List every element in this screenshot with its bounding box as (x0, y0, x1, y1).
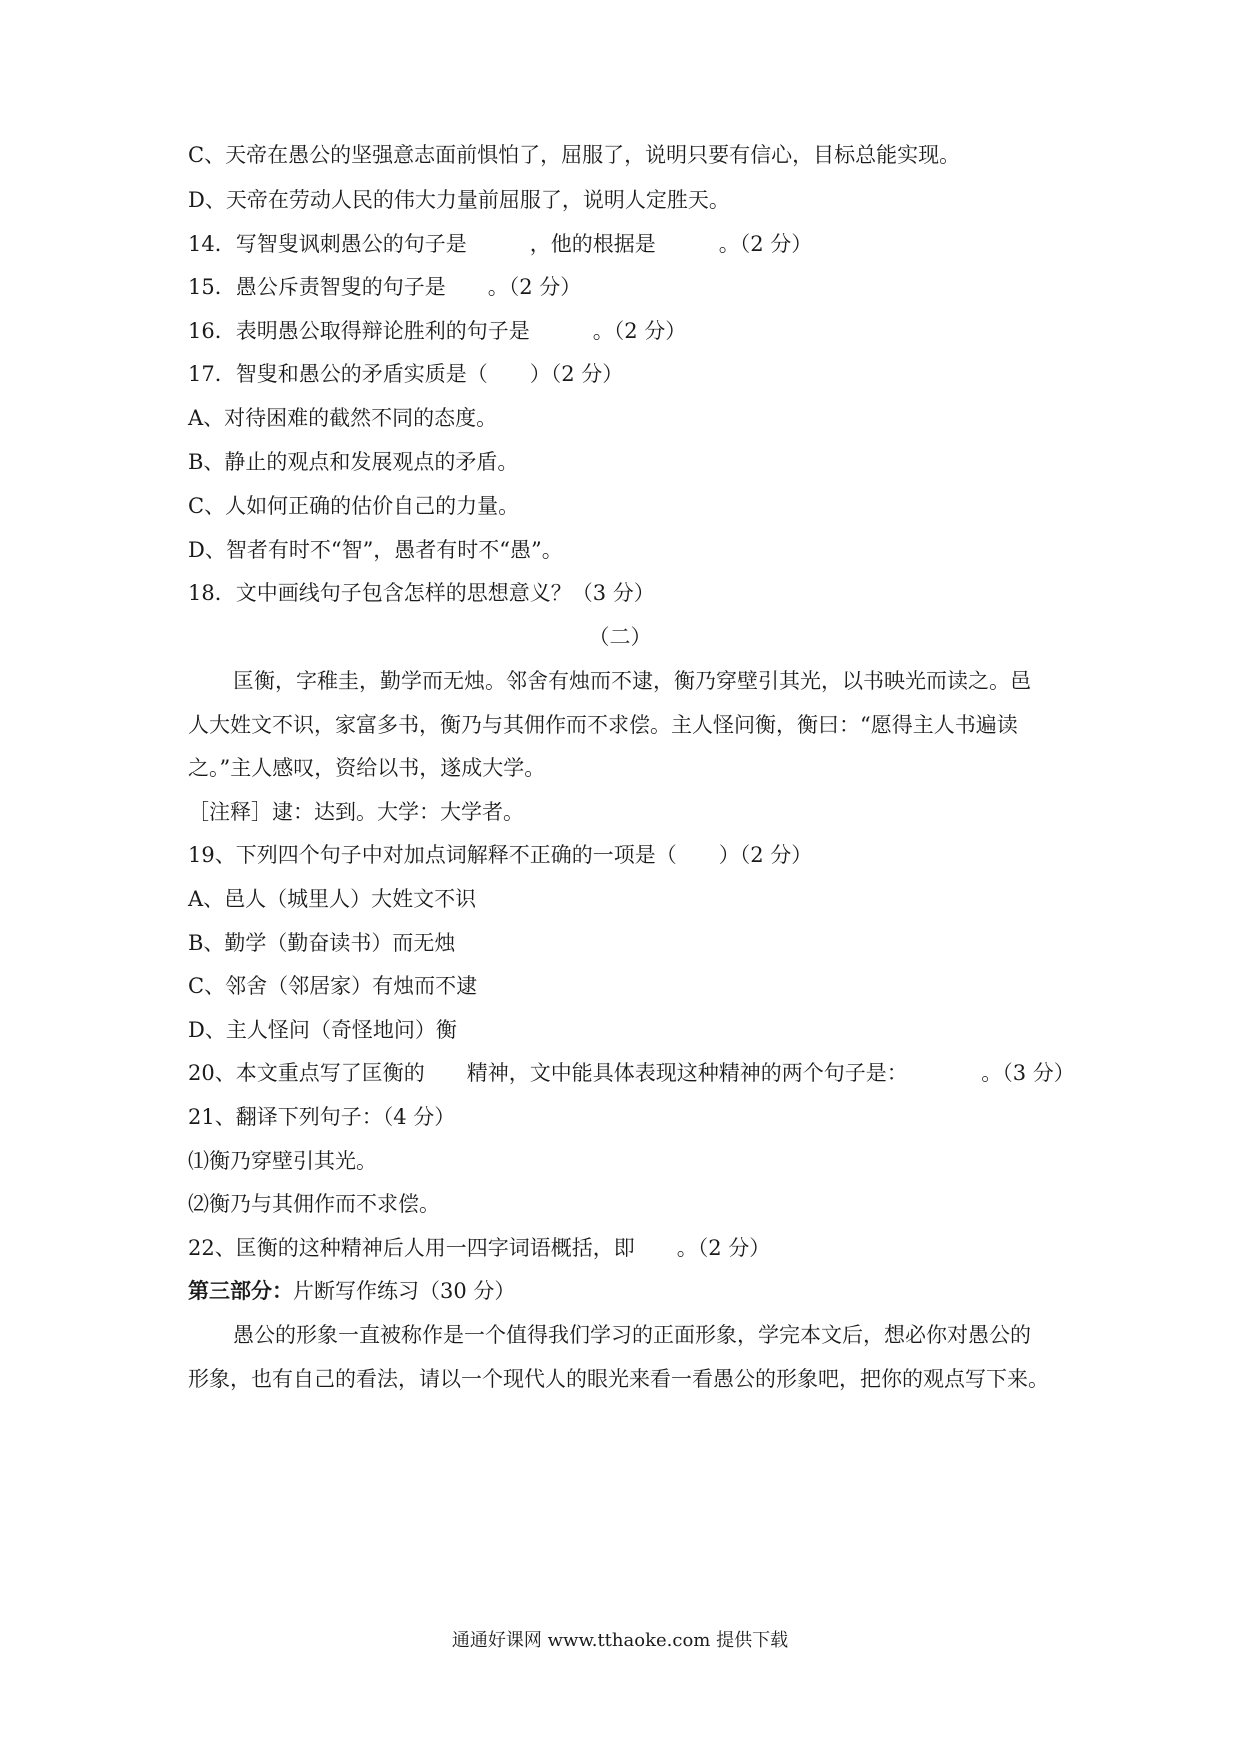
q17-option-c: C、人如何正确的估价自己的力量。 (188, 494, 520, 518)
question-21: 21、翻译下列句子：（4 分） (188, 1105, 456, 1129)
option-d-line: D、天帝在劳动人民的伟大力量前屈服了，说明人定胜天。 (188, 188, 730, 212)
question-17: 17．智叟和愚公的矛盾实质是（ ）（2 分） (188, 362, 624, 386)
q19-option-d: D、主人怪问（奇怪地问）衡 (188, 1018, 457, 1042)
question-22: 22、匡衡的这种精神后人用一四字词语概括，即 。（2 分） (188, 1236, 771, 1260)
option-c-line: C、天帝在愚公的坚强意志面前惧怕了，屈服了，说明只要有信心，目标总能实现。 (188, 143, 961, 167)
footer-credit: 通通好课网 www.tthaoke.com 提供下载 (451, 1630, 789, 1651)
q21-item-1: ⑴衡乃穿壁引其光。 (188, 1149, 377, 1173)
part3-title: 片断写作练习（30 分） (293, 1279, 516, 1303)
section-heading: （二） (588, 625, 652, 649)
q17-option-d: D、智者有时不“智”，愚者有时不“愚”。 (188, 538, 563, 562)
passage-line-1: 匡衡，字稚圭，勤学而无烛。邻舍有烛而不逮，衡乃穿壁引其光，以书映光而读之。邑 (233, 669, 1031, 693)
annotation-note: ［注释］逮：达到。大学：大学者。 (188, 800, 524, 824)
writing-prompt-line-2: 形象，也有自己的看法，请以一个现代人的眼光来看一看愚公的形象吧，把你的观点写下来。 (188, 1367, 1049, 1391)
q19-option-b: B、勤学（勤奋读书）而无烛 (188, 931, 456, 955)
q19-option-c: C、邻舍（邻居家）有烛而不逮 (188, 974, 478, 998)
q17-option-a: A、对待困难的截然不同的态度。 (188, 406, 498, 430)
part3-label: 第三部分： (188, 1278, 293, 1303)
question-14: 14．写智叟讽刺愚公的句子是 ，他的根据是 。（2 分） (188, 232, 813, 256)
question-20: 20、本文重点写了匡衡的 精神，文中能具体表现这种精神的两个句子是： 。（3 分） (188, 1061, 1075, 1085)
passage-line-2: 人大姓文不识，家富多书，衡乃与其佣作而不求偿。主人怪问衡，衡曰：“愿得主人书遍读 (188, 713, 1018, 737)
q17-option-b: B、静止的观点和发展观点的矛盾。 (188, 450, 519, 474)
q21-item-2: ⑵衡乃与其佣作而不求偿。 (188, 1192, 440, 1216)
question-15: 15．愚公斥责智叟的句子是 。（2 分） (188, 275, 582, 299)
question-19: 19、下列四个句子中对加点词解释不正确的一项是（ ）（2 分） (188, 843, 813, 867)
writing-prompt-line-1: 愚公的形象一直被称作是一个值得我们学习的正面形象，学完本文后，想必你对愚公的 (233, 1323, 1031, 1347)
passage-line-3: 之。”主人感叹，资给以书，遂成大学。 (188, 756, 546, 780)
q19-option-a: A、邑人（城里人）大姓文不识 (188, 887, 477, 911)
part3-heading (188, 1276, 1068, 1306)
question-18: 18．文中画线句子包含怎样的思想意义？（3 分） (188, 581, 655, 605)
question-16: 16．表明愚公取得辩论胜利的句子是 。（2 分） (188, 319, 687, 343)
